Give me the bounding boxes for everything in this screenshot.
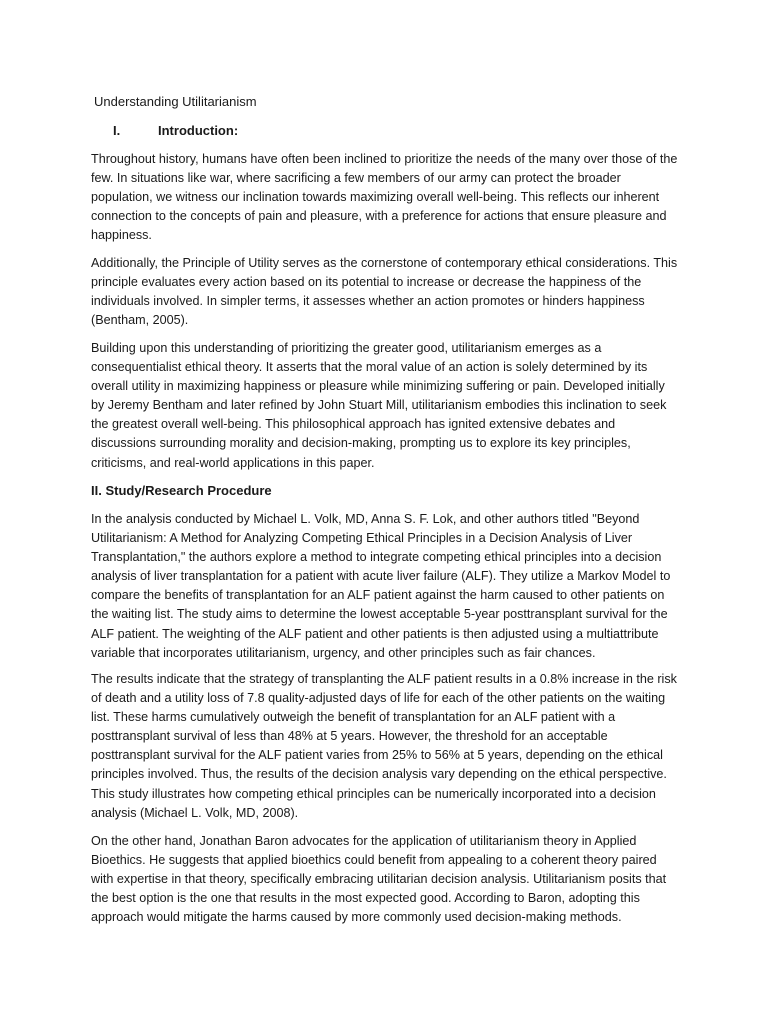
section-2-heading: II. Study/Research Procedure <box>91 483 272 498</box>
intro-paragraph-1: Throughout history, humans have often been inclined to prioritize the needs of the many over those of the few. In situations like war, where sacrificing a few members of our army can protect the broader population, we witness our inclination towards maximizing overall well-being. This reflects our inherent connection to the concepts of pain and pleasure, with a preference for actions that ensure pleasure and happiness. <box>91 152 678 243</box>
intro-paragraph-3: Building upon this understanding of prioritizing the greater good, utilitarianism emerges as a consequentialist ethical theory. It asserts that the moral value of an action is solely determined by its overall utility in maximizing happiness or pleasure while minimizing suffering or pain. Developed initially by Jeremy Bentham and later refined by John Stuart Mill, utilitarianism embodies this inclination to seek the greatest overall well-being. This philosophical approach has ignited extensive debates and discussions surrounding morality and decision-making, prompting us to explore its key principles, criticisms, and real-world applications in this paper. <box>91 341 667 470</box>
section-1-heading: Introduction: <box>158 123 239 138</box>
document-title: Understanding Utilitarianism <box>94 94 257 109</box>
study-paragraph-1: In the analysis conducted by Michael L. Volk, MD, Anna S. F. Lok, and other authors titled "Beyond Utilitarianism: A Method for Analyzing Competing Ethical Principles in a Decision Analysis of Liver Transplantation," the authors explore a method to integrate competing ethical principles into a decision analysis of liver transplantation for a patient with acute liver failure (ALF). They utilize a Markov Model to compare the benefits of transplantation for an ALF patient against the harm caused to other patients on the waiting list. The study aims to determine the lowest acceptable 5-year posttransplant survival for the ALF patient. The weighting of the ALF patient and other patients is then adjusted using a multiattribute variable that incorporates utilitarianism, urgency, and other principles such as fair chances. <box>91 512 671 660</box>
study-paragraph-2: The results indicate that the strategy of transplanting the ALF patient results in a 0.8% increase in the risk of death and a utility loss of 7.8 quality-adjusted days of life for each of the other patients on the waiting list. These harms cumulatively outweigh the benefit of transplantation for an ALF patient with a posttransplant survival of less than 48% at 5 years. However, the threshold for an acceptable posttransplant survival for the ALF patient varies from 25% to 56% at 5 years, depending on the ethical principles involved. Thus, the results of the decision analysis vary depending on the ethical perspective. This study illustrates how competing ethical principles can be numerically incorporated into a decision analysis (Michael L. Volk, MD, 2008). <box>91 672 677 820</box>
intro-paragraph-2: Additionally, the Principle of Utility serves as the cornerstone of contemporary ethical considerations. This principle evaluates every action based on its potential to increase or decrease the happiness of the individuals involved. In simpler terms, it assesses whether an action promotes or hinders happiness (Bentham, 2005). <box>91 256 678 328</box>
section-1-number: I. <box>113 123 121 138</box>
study-paragraph-3: On the other hand, Jonathan Baron advocates for the application of utilitarianism theory in Applied Bioethics. He suggests that applied bioethics could benefit from appealing to a coherent theory paired with expertise in that theory, specifically embracing utilitarian decision analysis. Utilitarianism posits that the best option is the one that results in the most expected good. According to Baron, adopting this approach would mitigate the harms caused by more commonly used decision-making methods. <box>91 834 667 925</box>
